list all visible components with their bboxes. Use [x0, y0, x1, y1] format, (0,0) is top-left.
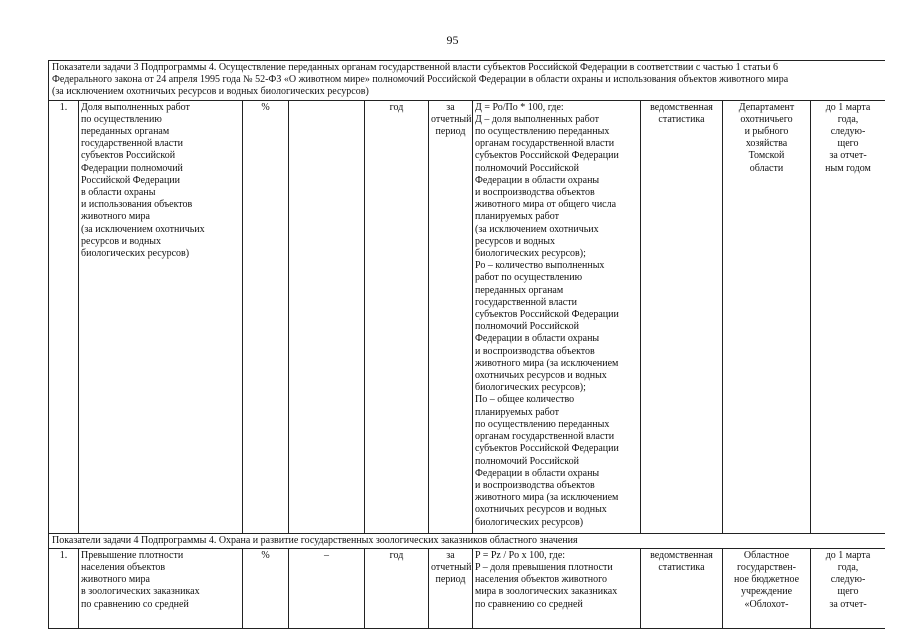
page-number: 95 — [446, 33, 459, 47]
indicator-name: Доля выполненных работ по осуществлению переданных органам государственной власти субъектов Российской Федерации полномочий Российской Федерации в области охраны и использования объектов животного мира (за исключением охотничьих ресурсов и водных биологических ресурсов) — [79, 100, 243, 533]
table-row — [49, 100, 886, 533]
periodicity-cell: год — [365, 548, 429, 628]
indicator-name: Превышение плотности населения объектов животного мира в зоологических заказниках по сравнению со средней — [79, 548, 243, 628]
periodicity-cell: год — [365, 100, 429, 533]
period-cell: за отчетный период — [429, 100, 473, 533]
dash-cell: – — [289, 548, 365, 628]
indicator-table — [48, 60, 885, 629]
deadline-cell: до 1 марта года, следую- щего за отчет- — [811, 548, 886, 628]
table-row — [49, 548, 886, 628]
responsible-cell: Областное государствен- ное бюджетное учреждение «Облохот- — [723, 548, 811, 628]
section-header-row — [49, 61, 886, 101]
responsible-cell: Департамент охотничьего и рыбного хозяйства Томской области — [723, 100, 811, 533]
unit-cell: % — [243, 100, 289, 533]
unit-cell: % — [243, 548, 289, 628]
task4-section-header: Показатели задачи 4 Подпрограммы 4. Охрана и развитие государственных зоологических заказников областного значения — [49, 533, 886, 548]
source-cell: ведомственная статистика — [641, 100, 723, 533]
task3-section-header: Показатели задачи 3 Подпрограммы 4. Осуществление переданных органам государственной власти субъектов Российской Федерации в соответствии с частью 1 статьи 6 Федерального закона от 24 апреля 1995 года № 52-ФЗ «О животном мире» полномочий Российской Федерации в области охраны и использования объектов животного мира (за исключением охотничьих ресурсов и водных биологических ресурсов) — [49, 61, 886, 101]
source-cell: ведомственная статистика — [641, 548, 723, 628]
indicator-table-container — [48, 60, 885, 640]
deadline-cell: до 1 марта года, следую- щего за отчет- ным годом — [811, 100, 886, 533]
formula-cell: Д = Ро/По * 100, где: Д – доля выполненных работ по осуществлению переданных органам государственной власти субъектов Российской Федерации полномочий Российской Федерации в области охраны и воспроизводства объектов животного мира от общего числа планируемых работ (за исключением охотничьих ресурсов и водных биологических ресурсов); Ро – количество выполненных работ по осуществлению переданных органам государственной власти субъектов Российской Федерации полномочий Российской Федерации в области охраны и воспроизводства объектов животного мира (за исключением охотничьих ресурсов и водных биологических ресурсов); По – общее количество планируемых работ по осуществлению переданных органам государственной власти субъектов Российской Федерации полномочий Российской Федерации в области охраны и воспроизводства объектов животного мира (за исключением охотничьих ресурсов и водных биологических ресурсов) — [473, 100, 641, 533]
empty-cell — [289, 100, 365, 533]
section-header-row — [49, 533, 886, 548]
row-number: 1. — [49, 548, 79, 628]
row-number: 1. — [49, 100, 79, 533]
formula-cell: P = Pz / Po x 100, где: P – доля превышения плотности населения объектов животного мира в зоологических заказниках по сравнению со средней — [473, 548, 641, 628]
period-cell: за отчетный период — [429, 548, 473, 628]
